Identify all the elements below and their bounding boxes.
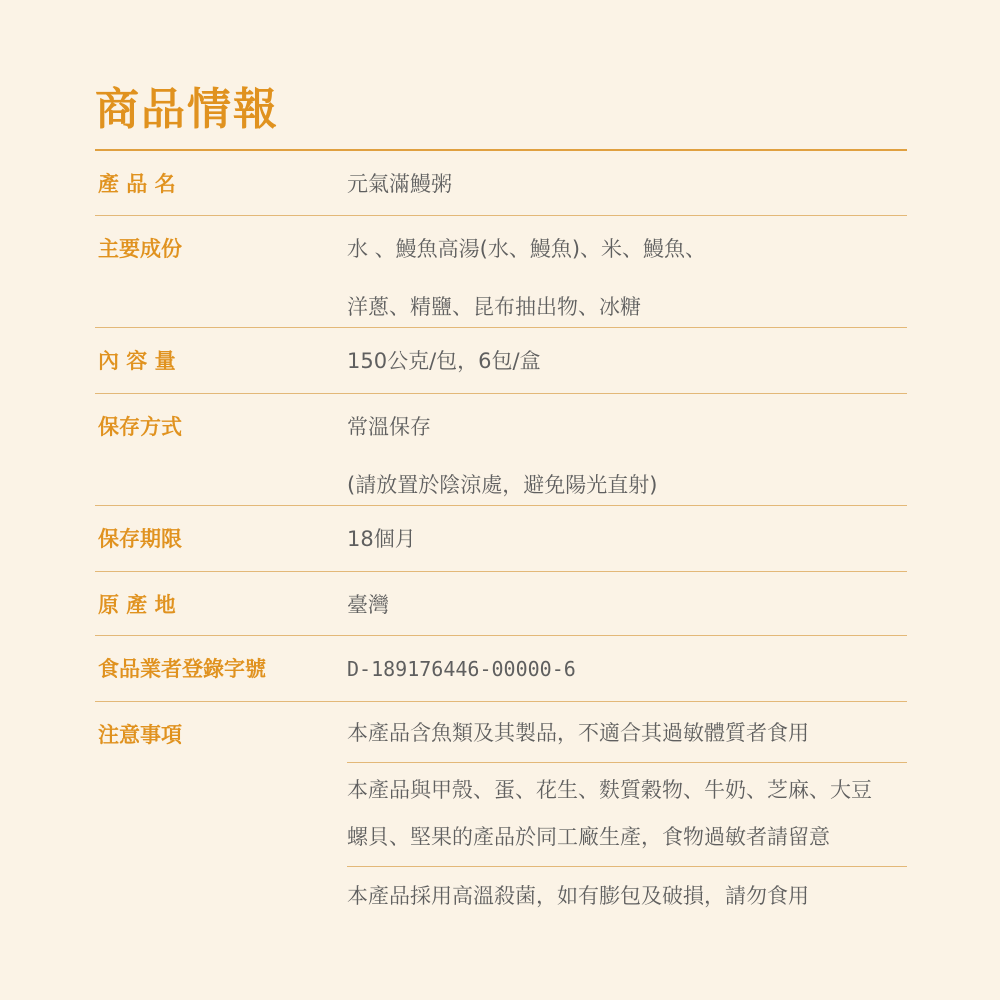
value-line: 臺灣 bbox=[347, 593, 389, 617]
row-label-origin: 原 產 地 bbox=[98, 593, 176, 617]
value-line: 水 、鰻魚高湯(水、鰻魚)、米、鰻魚、 bbox=[347, 237, 707, 261]
info-row-shelf-life bbox=[95, 506, 907, 572]
info-row-registration-number bbox=[95, 636, 907, 702]
value-line: 18個月 bbox=[347, 527, 416, 551]
row-value-ingredients bbox=[347, 234, 907, 322]
value-line: 洋蔥、精鹽、昆布抽出物、冰糖 bbox=[347, 295, 641, 319]
row-value-net-content bbox=[347, 346, 907, 376]
value-line: 元氣滿鰻粥 bbox=[347, 172, 452, 196]
value-line: 150公克/包，6包/盒 bbox=[347, 349, 541, 373]
row-label-shelf-life: 保存期限 bbox=[98, 527, 182, 551]
note-line: 螺貝、堅果的產品於同工廠生產，食物過敏者請留意 bbox=[347, 825, 830, 849]
row-label-notes: 注意事項 bbox=[98, 723, 182, 747]
row-value-product-name bbox=[347, 169, 907, 199]
row-label-net-content: 內 容 量 bbox=[98, 349, 176, 373]
row-value-shelf-life bbox=[347, 524, 907, 554]
value-line: 常溫保存 bbox=[347, 415, 431, 439]
value-line: (請放置於陰涼處，避免陽光直射) bbox=[347, 473, 658, 497]
value-line: D-189176446-00000-6 bbox=[347, 657, 576, 681]
row-label-registration-number: 食品業者登錄字號 bbox=[98, 657, 266, 681]
row-value-origin bbox=[347, 590, 907, 620]
note-allergen bbox=[347, 702, 907, 763]
info-row-origin bbox=[95, 572, 907, 636]
note-sterilization bbox=[347, 867, 907, 927]
row-label-ingredients: 主要成份 bbox=[98, 237, 182, 261]
note-shared-facility bbox=[347, 763, 907, 867]
note-line: 本產品與甲殼、蛋、花生、麩質穀物、牛奶、芝麻、大豆 bbox=[347, 778, 872, 802]
note-line: 本產品含魚類及其製品，不適合其過敏體質者食用 bbox=[347, 721, 809, 745]
info-row-product-name bbox=[95, 151, 907, 216]
row-label-product-name: 產 品 名 bbox=[98, 172, 176, 196]
info-row-notes bbox=[95, 702, 907, 932]
info-row-ingredients bbox=[95, 216, 907, 328]
row-value-storage-method bbox=[347, 412, 907, 500]
row-label-storage-method: 保存方式 bbox=[98, 415, 182, 439]
row-value-registration-number bbox=[347, 654, 907, 684]
info-row-storage-method bbox=[95, 394, 907, 506]
info-row-net-content bbox=[95, 328, 907, 394]
note-line: 本產品採用高溫殺菌，如有膨包及破損，請勿食用 bbox=[347, 884, 809, 908]
page-title: 商品情報 bbox=[95, 84, 279, 135]
